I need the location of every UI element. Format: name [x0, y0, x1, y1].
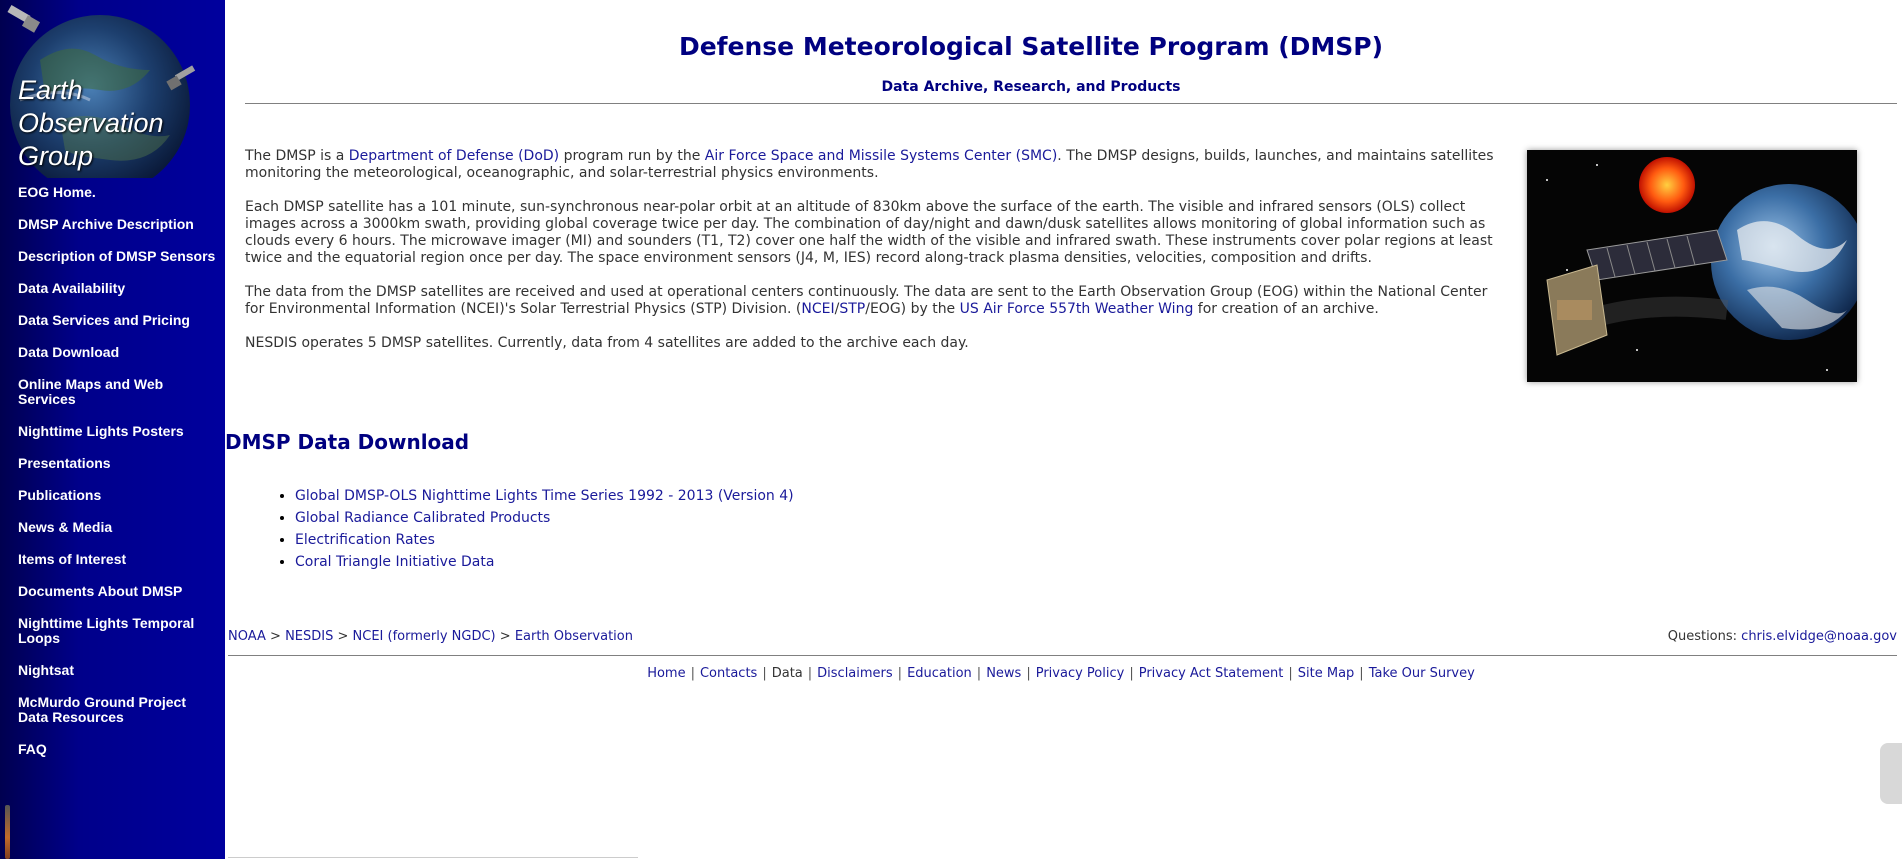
- p3-text: The data from the DMSP satellites are received and used at operational centers continuously. The data are sent to the Earth Observation Group (EOG) within the National Center for Environmental Information (NCEI)'s Solar Terrestrial Physics (STP) Division. (: [245, 284, 1488, 317]
- breadcrumb-ncei[interactable]: NCEI (formerly NGDC): [352, 629, 496, 644]
- footer-link-privacy-policy[interactable]: Privacy Policy: [1035, 666, 1125, 681]
- list-item: [295, 551, 794, 573]
- footer-link-education[interactable]: Education: [907, 666, 972, 681]
- main-content: [225, 0, 1902, 859]
- weather-wing-link[interactable]: US Air Force 557th Weather Wing: [959, 301, 1194, 317]
- footer-link-disclaimers[interactable]: Disclaimers: [817, 666, 893, 681]
- sun-icon: [1639, 157, 1695, 213]
- footer-link-home[interactable]: Home: [647, 666, 686, 681]
- footer-link-site-map[interactable]: Site Map: [1297, 666, 1355, 681]
- logo-line: Earth: [18, 75, 83, 105]
- bottom-divider: [228, 857, 638, 858]
- sidebar-scrollbar[interactable]: [5, 805, 10, 859]
- breadcrumb: [228, 629, 633, 644]
- footer-separator: |: [897, 666, 903, 681]
- page-subtitle: Data Archive, Research, and Products: [881, 79, 1181, 95]
- nav-data-download[interactable]: Data Download: [18, 344, 120, 360]
- nav-data-services-and-pricing[interactable]: Data Services and Pricing: [18, 312, 190, 328]
- logo-text: [18, 74, 218, 173]
- breadcrumb-nesdis[interactable]: NESDIS: [285, 629, 334, 644]
- p1-text: . The DMSP designs, builds, launches, and maintains satellites monitoring the meteorological, oceanographic, and solar-terrestrial physics environments.: [245, 148, 1494, 181]
- nav-dmsp-archive-description[interactable]: DMSP Archive Description: [18, 216, 194, 232]
- breadcrumb-noaa[interactable]: NOAA: [228, 629, 266, 644]
- title-divider: [245, 103, 1897, 104]
- footer-link-contacts[interactable]: Contacts: [699, 666, 758, 681]
- breadcrumb-separator: >: [265, 629, 286, 644]
- ncei-link[interactable]: NCEI: [801, 301, 835, 317]
- dmsp-satellite-image: [1527, 150, 1857, 382]
- p1-text: program run by the: [559, 148, 705, 164]
- download-link-coral-triangle[interactable]: Coral Triangle Initiative Data: [295, 554, 495, 570]
- footer-separator: |: [1026, 666, 1031, 681]
- download-section-heading: DMSP Data Download: [225, 430, 470, 454]
- dod-link[interactable]: Department of Defense (DoD): [348, 148, 560, 164]
- logo-line: Observation: [18, 108, 164, 138]
- footer-separator: |: [1359, 666, 1364, 681]
- nav-eog-home[interactable]: EOG Home.: [18, 184, 96, 200]
- eog-logo[interactable]: [0, 0, 225, 178]
- intro-paragraph-1: [245, 148, 1500, 182]
- nav-faq[interactable]: FAQ: [18, 741, 47, 757]
- page-title: Defense Meteorological Satellite Program (DMSP): [678, 32, 1384, 61]
- footer-separator: |: [807, 666, 813, 681]
- nav-documents-about-dmsp[interactable]: Documents About DMSP: [18, 583, 183, 599]
- sidebar-nav: [18, 185, 218, 774]
- intro-paragraph-4: NESDIS operates 5 DMSP satellites. Currently, data from 4 satellites are added to the archive each day.: [245, 335, 969, 351]
- nav-nighttime-lights-posters[interactable]: Nighttime Lights Posters: [18, 423, 184, 439]
- questions-label: Questions:: [1667, 629, 1742, 644]
- breadcrumb-earth-observation[interactable]: Earth Observation: [514, 629, 633, 644]
- nav-nighttime-lights-temporal-loops[interactable]: Nighttime Lights Temporal Loops: [18, 615, 195, 646]
- intro-paragraph-3: [245, 284, 1500, 318]
- footer-separator: |: [1288, 666, 1293, 681]
- nav-nightsat[interactable]: Nightsat: [18, 662, 74, 678]
- footer-links: [225, 666, 1897, 681]
- feedback-side-tab[interactable]: [1880, 743, 1902, 804]
- nav-mcmurdo-ground-project[interactable]: McMurdo Ground Project Data Resources: [18, 694, 186, 725]
- footer-separator: |: [976, 666, 982, 681]
- nav-items-of-interest[interactable]: Items of Interest: [18, 551, 127, 567]
- download-link-radiance-calibrated[interactable]: Global Radiance Calibrated Products: [295, 510, 551, 526]
- list-item: [295, 507, 794, 529]
- footer-separator: |: [690, 666, 695, 681]
- download-list: [270, 485, 794, 573]
- footer-divider: [228, 655, 1897, 656]
- logo-line: Group: [18, 141, 94, 171]
- footer-separator: |: [762, 666, 767, 681]
- p3-text: for creation of an archive.: [1193, 301, 1379, 317]
- nav-description-of-dmsp-sensors[interactable]: Description of DMSP Sensors: [18, 248, 216, 264]
- smc-link[interactable]: Air Force Space and Missile Systems Center (SMC): [704, 148, 1058, 164]
- footer-separator: |: [1129, 666, 1134, 681]
- nav-publications[interactable]: Publications: [18, 487, 102, 503]
- satellite-earth-illustration: [1527, 150, 1857, 382]
- p3-text: /: [834, 301, 840, 317]
- breadcrumb-separator: >: [495, 629, 515, 644]
- intro-paragraph-2: Each DMSP satellite has a 101 minute, sun-synchronous near-polar orbit at an altitude of 830km above the surface of the earth. The visible and infrared sensors (OLS) collect images across a 3000km swath, providing global coverage twice per day. The combination of day/night and dawn/dusk satellites allows monitoring of global information such as clouds every 6 hours. The microwave imager (MI) and sounders (T1, T2) cover one half the width of the visible and infrared swath. These instruments cover polar regions at least twice and the equatorial region once per day. The space environment sensors (J4, M, IES) record along-track plasma densities, velocities, composition and drifts.: [245, 199, 1493, 266]
- nav-online-maps-and-web-services[interactable]: Online Maps and Web Services: [18, 376, 164, 407]
- footer-link-data[interactable]: Data: [771, 666, 803, 681]
- list-item: [295, 529, 794, 551]
- download-link-nighttime-lights-time-series[interactable]: Global DMSP-OLS Nighttime Lights Time Series 1992 - 2013 (Version 4): [295, 488, 794, 504]
- sidebar: [0, 0, 225, 859]
- footer-link-privacy-act-statement[interactable]: Privacy Act Statement: [1138, 666, 1284, 681]
- breadcrumb-separator: >: [333, 629, 353, 644]
- questions-contact: [1668, 629, 1897, 644]
- p3-text: /EOG) by the: [865, 301, 960, 317]
- stp-link[interactable]: STP: [839, 301, 866, 317]
- nav-presentations[interactable]: Presentations: [18, 455, 111, 471]
- footer-link-news[interactable]: News: [986, 666, 1022, 681]
- footer-link-take-our-survey[interactable]: Take Our Survey: [1368, 666, 1475, 681]
- nav-news-and-media[interactable]: News & Media: [18, 519, 113, 535]
- contact-email-link[interactable]: chris.elvidge@noaa.gov: [1741, 629, 1897, 644]
- list-item: [295, 485, 794, 507]
- p1-text: The DMSP is a: [245, 148, 349, 164]
- nav-data-availability[interactable]: Data Availability: [18, 280, 126, 296]
- download-link-electrification-rates[interactable]: Electrification Rates: [295, 532, 435, 548]
